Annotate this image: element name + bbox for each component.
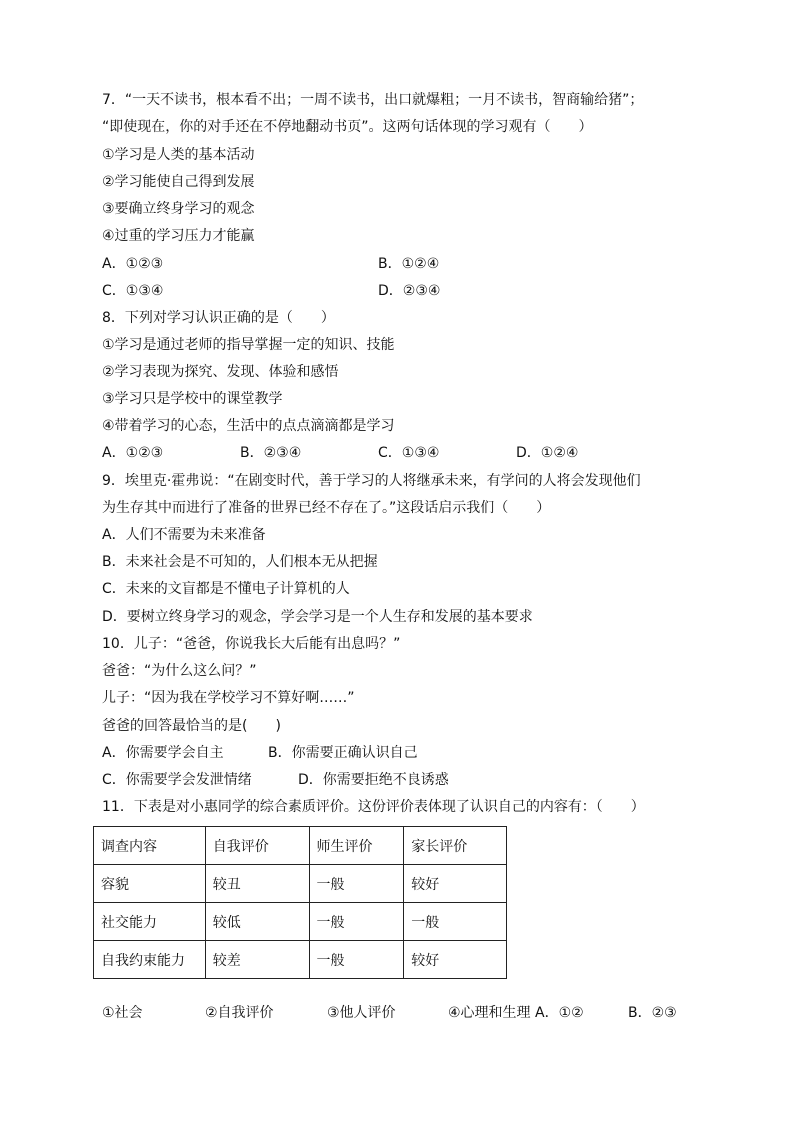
table-cell: 一般 xyxy=(404,903,507,941)
q9-option-a: A．人们不需要为未来准备 xyxy=(102,527,266,543)
q7-option-d: D．②③④ xyxy=(378,283,441,299)
q7-stem-line-2: “即使现在，你的对手还在不停地翻动书页”。这两句话体现的学习观有（ ） xyxy=(102,119,593,135)
q10-dialogue-1: 10．儿子：“爸爸，你说我长大后能有出息吗？” xyxy=(102,636,401,652)
q10-dialogue-2: 爸爸：“为什么这么问？” xyxy=(102,663,257,679)
q9-option-d: D．要树立终身学习的观念，学会学习是一个人生存和发展的基本要求 xyxy=(102,609,533,625)
q8-option-b: B．②③④ xyxy=(240,445,302,461)
evaluation-table xyxy=(93,826,507,979)
q9-stem-line-2: 为生存其中而进行了准备的世界已经不存在了。”这段话启示我们（ ） xyxy=(102,500,551,516)
table-row xyxy=(94,941,507,979)
table-cell: 较差 xyxy=(205,941,309,979)
table-cell: 社交能力 xyxy=(94,903,206,941)
q11-option-b: B．②③ xyxy=(628,1005,677,1021)
q7-option-c: C．①③④ xyxy=(102,283,164,299)
q7-option-b: B．①②④ xyxy=(378,256,440,272)
q11-item-1: ①社会 xyxy=(102,1005,143,1021)
table-row xyxy=(94,903,507,941)
q8-stem: 8．下列对学习认识正确的是（ ） xyxy=(102,310,335,326)
table-cell: 一般 xyxy=(309,903,404,941)
q11-item-2: ②自我评价 xyxy=(205,1005,274,1021)
q7-item-3: ③要确立终身学习的观念 xyxy=(102,201,255,217)
table-cell: 一般 xyxy=(309,941,404,979)
q8-item-2: ②学习表现为探究、发现、体验和感悟 xyxy=(102,364,339,380)
table-cell: 较好 xyxy=(404,865,507,903)
q9-stem-line-1: 9．埃里克·霍弗说：“在剧变时代，善于学习的人将继承未来，有学问的人将会发现他们 xyxy=(102,473,641,489)
table-header-cell: 调查内容 xyxy=(94,827,206,865)
q11-stem: 11．下表是对小惠同学的综合素质评价。这份评价表体现了认识自己的内容有：（ ） xyxy=(102,799,645,815)
q8-option-c: C．①③④ xyxy=(378,445,440,461)
table-cell: 自我约束能力 xyxy=(94,941,206,979)
table-cell: 较好 xyxy=(404,941,507,979)
table-header-cell: 自我评价 xyxy=(205,827,309,865)
q9-option-b: B．未来社会是不可知的，人们根本无从把握 xyxy=(102,554,378,570)
q8-option-d: D．①②④ xyxy=(516,445,579,461)
q10-option-c: C．你需要学会发泄情绪 xyxy=(102,772,252,788)
q10-option-b: B．你需要正确认识自己 xyxy=(268,745,418,761)
q8-option-a: A．①②③ xyxy=(102,445,164,461)
q10-dialogue-4: 爸爸的回答最恰当的是( ) xyxy=(102,718,281,734)
table-cell: 容貌 xyxy=(94,865,206,903)
q11-item-3: ③他人评价 xyxy=(327,1005,396,1021)
table-cell: 较丑 xyxy=(205,865,309,903)
table-row xyxy=(94,865,507,903)
q7-item-1: ①学习是人类的基本活动 xyxy=(102,147,255,163)
q7-option-a: A．①②③ xyxy=(102,256,164,272)
table-header-cell: 家长评价 xyxy=(404,827,507,865)
table-cell: 较低 xyxy=(205,903,309,941)
table-header-row xyxy=(94,827,507,865)
q10-option-d: D．你需要拒绝不良诱惑 xyxy=(298,772,449,788)
q8-item-4: ④带着学习的心态，生活中的点点滴滴都是学习 xyxy=(102,418,395,434)
q7-item-4: ④过重的学习压力才能赢 xyxy=(102,228,255,244)
table-header-cell: 师生评价 xyxy=(309,827,404,865)
q8-item-1: ①学习是通过老师的指导掌握一定的知识、技能 xyxy=(102,337,395,353)
q10-option-a: A．你需要学会自主 xyxy=(102,745,224,761)
q9-option-c: C．未来的文盲都是不懂电子计算机的人 xyxy=(102,581,350,597)
table-cell: 一般 xyxy=(309,865,404,903)
q10-dialogue-3: 儿子：“因为我在学校学习不算好啊……” xyxy=(102,690,355,706)
q8-item-3: ③学习只是学校中的课堂教学 xyxy=(102,391,283,407)
q7-item-2: ②学习能使自己得到发展 xyxy=(102,174,255,190)
q11-item-4-and-option-a: ④心理和生理 A．①② xyxy=(448,1005,584,1021)
q7-stem-line-1: 7．“一天不读书，根本看不出；一周不读书，出口就爆粗；一月不读书，智商输给猪”； xyxy=(102,92,644,108)
